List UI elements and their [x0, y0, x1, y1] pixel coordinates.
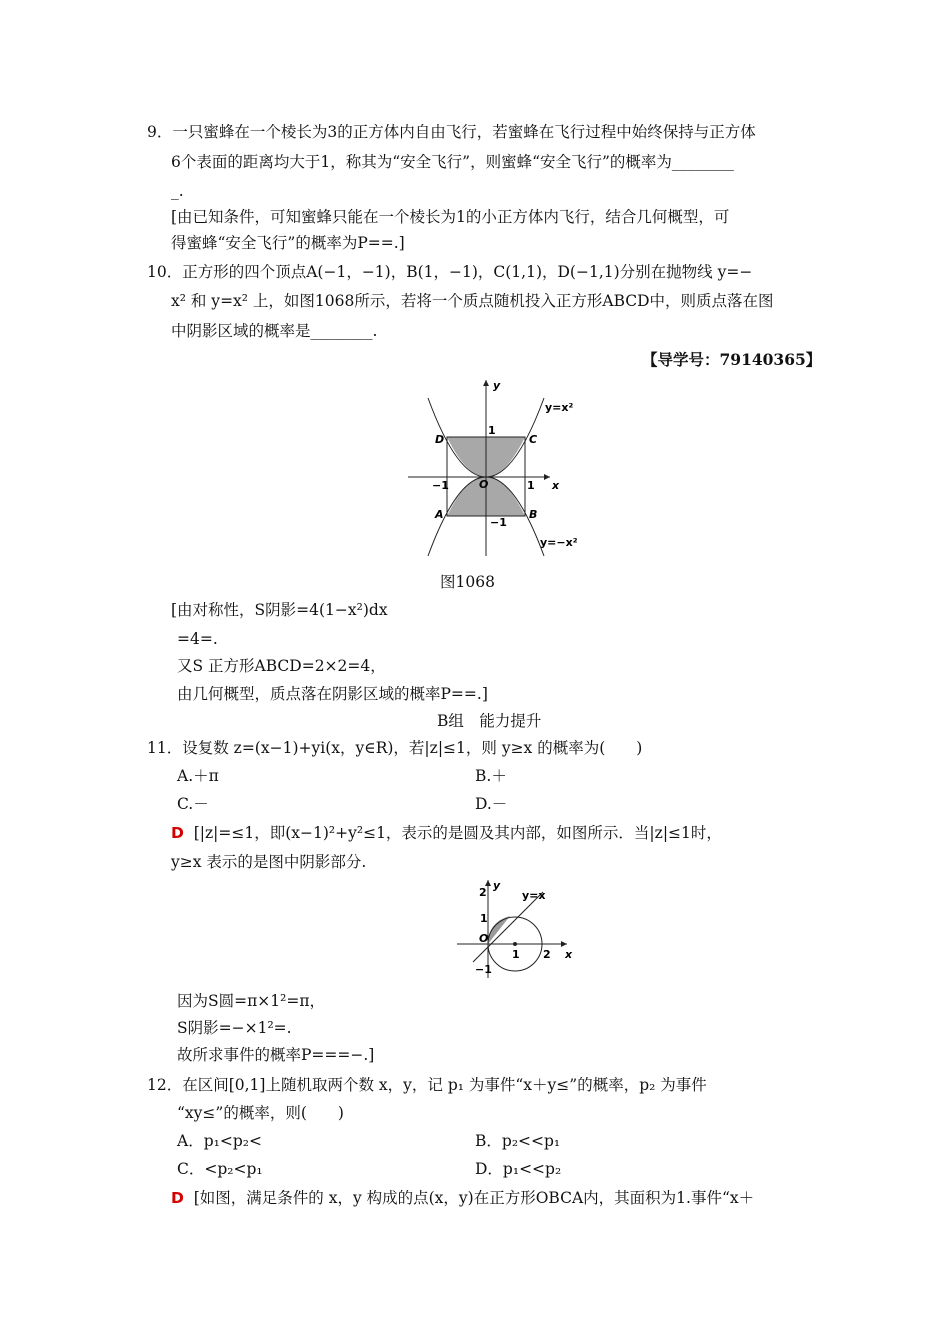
fig-tick-1-right: 1: [527, 479, 535, 492]
q10-solution-2: =4=.: [177, 630, 218, 648]
q11-answer-letter: D: [171, 824, 184, 842]
fig2-tick-y2: 2: [479, 886, 487, 899]
q12-option-a: A．p₁<p₂<: [177, 1132, 262, 1150]
q11-line-1: 11．设复数 z=(x−1)+yi(x，y∈R)，若|z|≤1，则 y≥x 的概率为( ): [147, 739, 643, 757]
q11-solution-5: 故所求事件的概率P===−.]: [177, 1046, 375, 1064]
q10-line-2: x² 和 y=x² 上，如图1068所示，若将一个质点随机投入正方形ABCD中，则质点落在图: [171, 292, 774, 310]
fig2-tick-yneg1: −1: [475, 963, 492, 976]
q12-solution-1-text: [如图，满足条件的 x，y 构成的点(x，y)在正方形OBCA内，其面积为1.事件“x＋: [193, 1189, 755, 1207]
section-b-heading: B组 能力提升: [437, 712, 542, 730]
fig2-x-label: x: [565, 948, 573, 961]
q12-line-2: “xy≤”的概率，则( ): [177, 1104, 344, 1122]
figure-1068-caption: 图1068: [440, 573, 495, 591]
y-axis-arrow-icon: [483, 380, 489, 386]
q9-line-1: 9．一只蜜蜂在一个棱长为3的正方体内自由飞行，若蜜蜂在飞行过程中始终保持与正方体: [147, 123, 756, 141]
fig-tick-neg1-bottom: −1: [490, 516, 507, 529]
q12-line-1: 12．在区间[0,1]上随机取两个数 x，y，记 p₁ 为事件“x＋y≤”的概率，p₂ 为事件: [147, 1076, 707, 1094]
q10-solution-1: [由对称性，S阴影=4(1−x²)dx: [171, 601, 388, 619]
q9-solution-2: 得蜜蜂“安全飞行”的概率为P==.]: [171, 234, 405, 252]
fig-y-label: y: [493, 379, 501, 392]
q11-option-c: C.－: [177, 795, 209, 813]
fig-x-label: x: [552, 479, 560, 492]
fig-tick-1-top: 1: [488, 424, 496, 437]
shaded-segment: [488, 916, 510, 944]
fig-curve-label-down: y=−x²: [540, 536, 578, 549]
q11-option-d: D.－: [475, 795, 508, 813]
q12-option-d: D．p₁<<p₂: [475, 1160, 562, 1178]
x-axis-arrow-icon: [544, 474, 550, 480]
fig2-tick-y1: 1: [480, 912, 488, 925]
fig-origin-label: O: [479, 478, 489, 491]
line-y-equals-x: [473, 892, 543, 962]
x-axis-arrow-icon: [561, 941, 567, 947]
q11-option-a: A.＋π: [177, 767, 219, 785]
q10-guide-number: 【导学号：79140365】: [642, 350, 822, 369]
q11-solution-1-text: [|z|=≤1，即(x−1)²+y²≤1，表示的是圆及其内部，如图所示．当|z|≤1时，: [193, 824, 722, 842]
q10-solution-4: 由几何概型，质点落在阴影区域的概率P==.]: [177, 685, 488, 703]
fig-point-a: A: [435, 508, 444, 521]
fig2-origin-label: O: [479, 932, 489, 945]
figure-1068-parabola-square: [400, 376, 590, 560]
fig-point-c: C: [529, 433, 538, 446]
q11-solution-4: S阴影=−×1²=.: [177, 1019, 292, 1037]
q12-option-b: B．p₂<<p₁: [475, 1132, 561, 1150]
fig-curve-label-up: y=x²: [545, 401, 574, 414]
q9-line-3: _.: [171, 182, 184, 200]
fig2-tick-x1: 1: [512, 948, 520, 961]
fig2-tick-x2: 2: [543, 948, 551, 961]
q11-option-b: B.＋: [475, 767, 507, 785]
fig-point-d: D: [435, 433, 445, 446]
q12-solution-1: [171, 1188, 754, 1208]
fig-tick-neg1-left: −1: [432, 479, 449, 492]
figure-circle-line: [455, 878, 573, 982]
q10-line-1: 10．正方形的四个顶点A(−1，−1)，B(1，−1)，C(1,1)，D(−1,1)分别在抛物线 y=−: [147, 263, 753, 281]
q10-line-3: 中阴影区域的概率是________.: [171, 322, 378, 340]
q12-answer-letter: D: [171, 1189, 184, 1207]
q12-option-c: C．<p₂<p₁: [177, 1160, 263, 1178]
q11-solution-1: [171, 823, 722, 843]
q10-solution-3: 又S 正方形ABCD=2×2=4，: [177, 657, 386, 675]
q9-line-2: 6个表面的距离均大于1，称其为“安全飞行”，则蜜蜂“安全飞行”的概率为________: [171, 153, 734, 171]
q11-solution-3: 因为S圆=π×1²=π，: [177, 992, 326, 1010]
fig-point-b: B: [529, 508, 538, 521]
fig2-line-label: y=x: [522, 889, 546, 902]
q9-solution-1: [由已知条件，可知蜜蜂只能在一个棱长为1的小正方体内飞行，结合几何概型，可: [171, 208, 730, 226]
fig2-y-label: y: [493, 879, 501, 892]
q11-solution-2: y≥x 表示的是图中阴影部分.: [171, 853, 367, 871]
center-point: [513, 942, 517, 946]
